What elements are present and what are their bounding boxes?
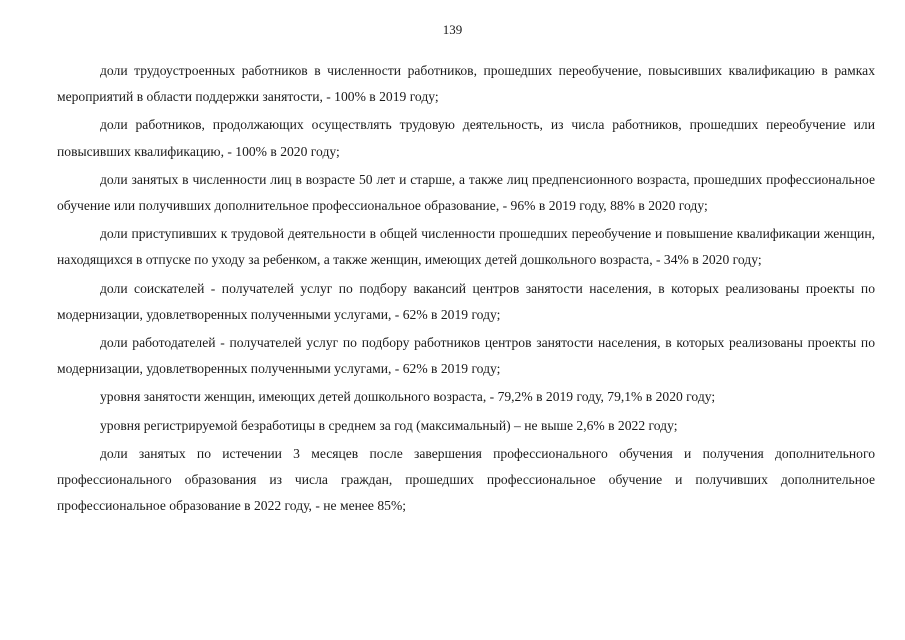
paragraph-5: доли соискателей - получателей услуг по подбору вакансий центров занятости населения, в которых реализованы проекты по модернизации, удовлетворенных полученными услугами, - 62% в 2019 году; — [57, 280, 875, 322]
paragraph-4: доли приступивших к трудовой деятельности в общей численности прошедших переобучение и повышение квалификации женщин, находящихся в отпуске по уходу за ребенком, а также женщин, имеющих детей дошкольного возраста, - 34% в 2020 году; — [57, 226, 875, 268]
document-body — [57, 58, 875, 521]
paragraph-3: доли занятых в численности лиц в возрасте 50 лет и старше, а также лиц предпенсионного возраста, прошедших профессиональное обучение или получивших дополнительное профессиональное образование, - 96% в 2019 году, 88% в 2020 году; — [57, 171, 875, 214]
paragraph-7: уровня занятости женщин, имеющих детей дошкольного возраста, - 79,2% в 2019 году, 79,1% в 2020 году; — [100, 389, 716, 405]
paragraph-6: доли работодателей - получателей услуг по подбору работников центров занятости населения, в которых реализованы проекты по модернизации, удовлетворенных полученными услугами, - 62% в 2019 году; — [57, 335, 875, 377]
paragraph-8: уровня регистрируемой безработицы в среднем за год (максимальный) – не выше 2,6% в 2022 году; — [100, 417, 678, 433]
paragraph-1: доли трудоустроенных работников в численности работников, прошедших переобучение, повысивших квалификацию в рамках мероприятий в области поддержки занятости, - 100% в 2019 году; — [57, 63, 875, 105]
paragraph-9: доли занятых по истечении 3 месяцев после завершения профессионального обучения и получения дополнительного профессионального образования из числа граждан, прошедших профессиональное обучение и получивших дополнительное профессиональное образование в 2022 году, - не менее 85%; — [57, 445, 875, 514]
paragraph-2: доли работников, продолжающих осуществлять трудовую деятельность, из числа работников, прошедших переобучение или повысивших квалификацию, - 100% в 2020 году; — [57, 117, 875, 159]
page-number: 139 — [442, 22, 463, 37]
